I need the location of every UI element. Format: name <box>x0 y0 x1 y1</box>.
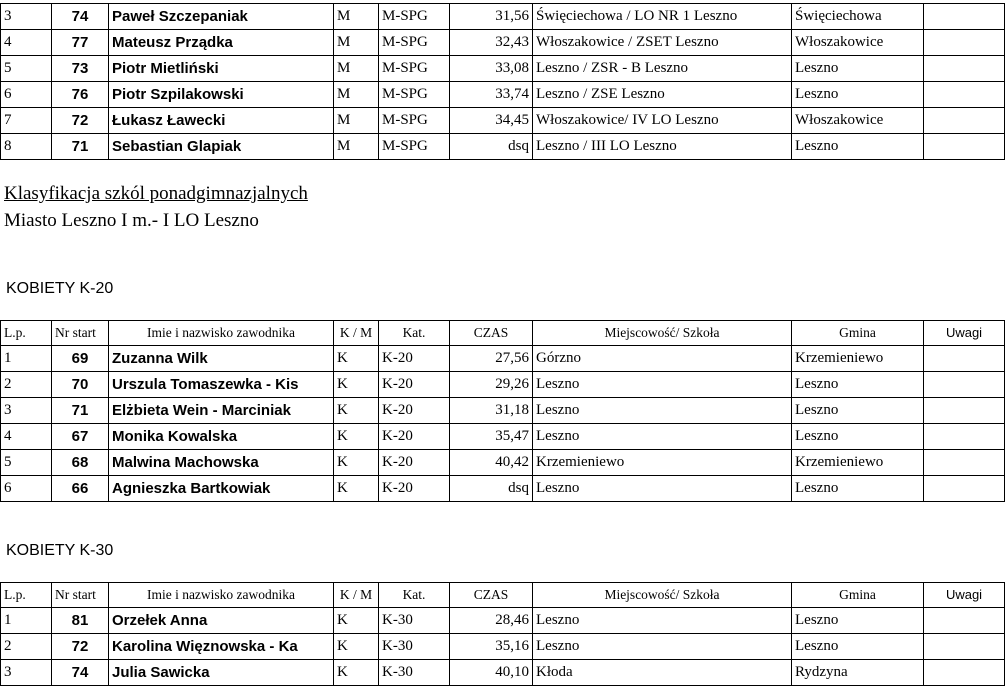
cell-name: Julia Sawicka <box>109 660 334 686</box>
cell-nr: 72 <box>52 634 109 660</box>
cell-lp: 7 <box>1 108 52 134</box>
column-header-nr: Nr start <box>52 583 109 608</box>
cell-time: 35,16 <box>450 634 533 660</box>
column-header-school: Miejscowość/ Szkoła <box>533 321 792 346</box>
cell-gmina: Leszno <box>792 398 924 424</box>
cell-kat: K-20 <box>379 372 450 398</box>
table-row <box>1 608 1005 634</box>
column-header-km: K / M <box>334 583 379 608</box>
column-header-time: CZAS <box>450 583 533 608</box>
table-row <box>1 424 1005 450</box>
table-row <box>1 660 1005 686</box>
cell-nr: 74 <box>52 660 109 686</box>
cell-time: 28,46 <box>450 608 533 634</box>
column-header-name: Imie i nazwisko zawodnika <box>109 321 334 346</box>
cell-uwagi <box>924 108 1005 134</box>
cell-uwagi <box>924 30 1005 56</box>
cell-km: K <box>334 424 379 450</box>
cell-kat: M-SPG <box>379 4 450 30</box>
cell-km: M <box>334 30 379 56</box>
cell-kat: K-30 <box>379 660 450 686</box>
cell-lp: 3 <box>1 660 52 686</box>
cell-nr: 81 <box>52 608 109 634</box>
header-row <box>1 583 1005 608</box>
column-header-lp: L.p. <box>1 583 52 608</box>
column-header-kat: Kat. <box>379 321 450 346</box>
k30-rows <box>1 583 1005 686</box>
cell-kat: K-20 <box>379 424 450 450</box>
cell-name: Zuzanna Wilk <box>109 346 334 372</box>
cell-lp: 1 <box>1 608 52 634</box>
cell-time: dsq <box>450 476 533 502</box>
table-row <box>1 134 1005 160</box>
cell-km: K <box>334 608 379 634</box>
cell-lp: 6 <box>1 82 52 108</box>
cell-km: K <box>334 476 379 502</box>
cell-gmina: Rydzyna <box>792 660 924 686</box>
column-header-gmina: Gmina <box>792 583 924 608</box>
cell-time: 35,47 <box>450 424 533 450</box>
cell-name: Agnieszka Bartkowiak <box>109 476 334 502</box>
table-row <box>1 634 1005 660</box>
cell-km: K <box>334 634 379 660</box>
cell-uwagi <box>924 398 1005 424</box>
cell-uwagi <box>924 372 1005 398</box>
cell-gmina: Włoszakowice <box>792 30 924 56</box>
cell-gmina: Leszno <box>792 424 924 450</box>
table-row <box>1 82 1005 108</box>
cell-name: Mateusz Prządka <box>109 30 334 56</box>
cell-gmina: Leszno <box>792 372 924 398</box>
cell-nr: 66 <box>52 476 109 502</box>
cell-name: Łukasz Ławecki <box>109 108 334 134</box>
cell-lp: 6 <box>1 476 52 502</box>
cell-name: Malwina Machowska <box>109 450 334 476</box>
column-header-uwagi: Uwagi <box>924 321 1005 346</box>
cell-time: dsq <box>450 134 533 160</box>
cell-nr: 74 <box>52 4 109 30</box>
column-header-nr: Nr start <box>52 321 109 346</box>
cell-school: Leszno / III LO Leszno <box>533 134 792 160</box>
cell-school: Leszno <box>533 608 792 634</box>
cell-lp: 4 <box>1 30 52 56</box>
cell-name: Orzełek Anna <box>109 608 334 634</box>
table-row <box>1 108 1005 134</box>
column-header-lp: L.p. <box>1 321 52 346</box>
cell-gmina: Święciechowa <box>792 4 924 30</box>
cell-name: Monika Kowalska <box>109 424 334 450</box>
cell-km: K <box>334 660 379 686</box>
cell-name: Sebastian Glapiak <box>109 134 334 160</box>
cell-uwagi <box>924 476 1005 502</box>
cell-nr: 73 <box>52 56 109 82</box>
cell-kat: M-SPG <box>379 108 450 134</box>
cell-km: M <box>334 4 379 30</box>
cell-school: Leszno / ZSR - B Leszno <box>533 56 792 82</box>
cell-gmina: Leszno <box>792 634 924 660</box>
cell-km: M <box>334 108 379 134</box>
column-header-uwagi: Uwagi <box>924 583 1005 608</box>
cell-lp: 3 <box>1 398 52 424</box>
k20-rows <box>1 321 1005 502</box>
cell-time: 40,42 <box>450 450 533 476</box>
cell-time: 32,43 <box>450 30 533 56</box>
cell-kat: M-SPG <box>379 30 450 56</box>
cell-nr: 69 <box>52 346 109 372</box>
cell-lp: 2 <box>1 372 52 398</box>
table-row <box>1 346 1005 372</box>
cell-uwagi <box>924 134 1005 160</box>
cell-uwagi <box>924 634 1005 660</box>
cell-gmina: Leszno <box>792 134 924 160</box>
table-row <box>1 476 1005 502</box>
cell-nr: 70 <box>52 372 109 398</box>
top-rows <box>1 4 1005 160</box>
cell-kat: M-SPG <box>379 56 450 82</box>
cell-time: 31,18 <box>450 398 533 424</box>
cell-km: K <box>334 398 379 424</box>
cell-school: Leszno / ZSE Leszno <box>533 82 792 108</box>
cell-nr: 76 <box>52 82 109 108</box>
cell-nr: 71 <box>52 398 109 424</box>
cell-gmina: Leszno <box>792 476 924 502</box>
cell-school: Leszno <box>533 634 792 660</box>
cell-school: Leszno <box>533 398 792 424</box>
cell-school: Górzno <box>533 346 792 372</box>
cell-nr: 67 <box>52 424 109 450</box>
cell-time: 29,26 <box>450 372 533 398</box>
cell-school: Kłoda <box>533 660 792 686</box>
cell-time: 33,08 <box>450 56 533 82</box>
cell-name: Piotr Mietliński <box>109 56 334 82</box>
column-header-km: K / M <box>334 321 379 346</box>
cell-lp: 8 <box>1 134 52 160</box>
cell-kat: K-30 <box>379 608 450 634</box>
cell-school: Leszno <box>533 424 792 450</box>
column-header-kat: Kat. <box>379 583 450 608</box>
column-header-gmina: Gmina <box>792 321 924 346</box>
cell-nr: 72 <box>52 108 109 134</box>
cell-km: M <box>334 56 379 82</box>
cell-lp: 5 <box>1 56 52 82</box>
cell-gmina: Krzemieniewo <box>792 346 924 372</box>
cell-time: 34,45 <box>450 108 533 134</box>
cell-name: Paweł Szczepaniak <box>109 4 334 30</box>
cell-gmina: Włoszakowice <box>792 108 924 134</box>
section-label-k30: KOBIETY K-30 <box>6 542 114 559</box>
cell-uwagi <box>924 4 1005 30</box>
table-row <box>1 372 1005 398</box>
cell-kat: K-20 <box>379 346 450 372</box>
header-row <box>1 321 1005 346</box>
column-header-name: Imie i nazwisko zawodnika <box>109 583 334 608</box>
cell-km: M <box>334 82 379 108</box>
cell-uwagi <box>924 82 1005 108</box>
column-header-time: CZAS <box>450 321 533 346</box>
cell-school: Święciechowa / LO NR 1 Leszno <box>533 4 792 30</box>
table-row <box>1 30 1005 56</box>
cell-time: 40,10 <box>450 660 533 686</box>
cell-nr: 68 <box>52 450 109 476</box>
cell-kat: K-20 <box>379 450 450 476</box>
results-table-top <box>0 3 1005 160</box>
cell-gmina: Leszno <box>792 82 924 108</box>
cell-nr: 77 <box>52 30 109 56</box>
classification-line: Miasto Leszno I m.- I LO Leszno <box>4 210 259 231</box>
cell-lp: 5 <box>1 450 52 476</box>
cell-km: K <box>334 346 379 372</box>
table-row <box>1 450 1005 476</box>
cell-school: Leszno <box>533 476 792 502</box>
table-row <box>1 4 1005 30</box>
cell-lp: 3 <box>1 4 52 30</box>
cell-gmina: Leszno <box>792 56 924 82</box>
cell-kat: K-20 <box>379 476 450 502</box>
cell-uwagi <box>924 346 1005 372</box>
cell-nr: 71 <box>52 134 109 160</box>
cell-kat: M-SPG <box>379 134 450 160</box>
cell-name: Urszula Tomaszewka - Kis <box>109 372 334 398</box>
cell-school: Włoszakowice/ IV LO Leszno <box>533 108 792 134</box>
cell-school: Leszno <box>533 372 792 398</box>
cell-kat: K-20 <box>379 398 450 424</box>
cell-uwagi <box>924 424 1005 450</box>
cell-uwagi <box>924 56 1005 82</box>
cell-time: 33,74 <box>450 82 533 108</box>
results-table-k30 <box>0 582 1005 686</box>
cell-school: Włoszakowice / ZSET Leszno <box>533 30 792 56</box>
cell-uwagi <box>924 608 1005 634</box>
cell-gmina: Krzemieniewo <box>792 450 924 476</box>
cell-uwagi <box>924 660 1005 686</box>
cell-name: Elżbieta Wein - Marciniak <box>109 398 334 424</box>
cell-lp: 2 <box>1 634 52 660</box>
cell-time: 27,56 <box>450 346 533 372</box>
table-row <box>1 398 1005 424</box>
cell-name: Karolina Więznowska - Ka <box>109 634 334 660</box>
section-label-k20: KOBIETY K-20 <box>6 280 114 297</box>
results-table-k20 <box>0 320 1005 502</box>
cell-name: Piotr Szpilakowski <box>109 82 334 108</box>
cell-lp: 4 <box>1 424 52 450</box>
classification-title: Klasyfikacja szkól ponadgimnazjalnych <box>4 183 308 204</box>
cell-gmina: Leszno <box>792 608 924 634</box>
cell-time: 31,56 <box>450 4 533 30</box>
column-header-school: Miejscowość/ Szkoła <box>533 583 792 608</box>
cell-km: K <box>334 372 379 398</box>
cell-kat: M-SPG <box>379 82 450 108</box>
cell-km: K <box>334 450 379 476</box>
cell-kat: K-30 <box>379 634 450 660</box>
cell-school: Krzemieniewo <box>533 450 792 476</box>
cell-lp: 1 <box>1 346 52 372</box>
cell-km: M <box>334 134 379 160</box>
cell-uwagi <box>924 450 1005 476</box>
table-row <box>1 56 1005 82</box>
